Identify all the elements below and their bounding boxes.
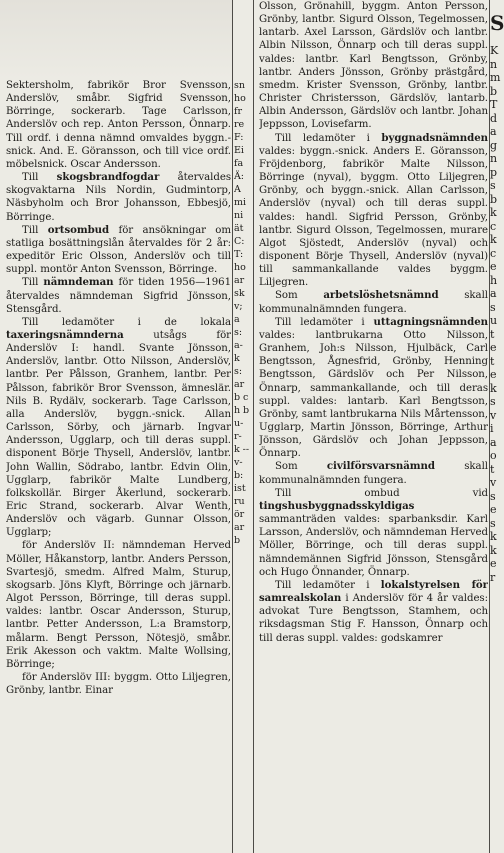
paragraph-text: Till <box>22 172 57 184</box>
edge-big-letter: S <box>490 11 504 35</box>
edge-fragment: c <box>490 219 497 233</box>
edge-fragment: b <box>490 84 497 98</box>
bold-keyword: civilförsvarsnämnd <box>326 460 435 473</box>
edge-fragment: e <box>490 341 497 354</box>
edge-fragment: g <box>490 138 497 152</box>
paragraph <box>259 579 488 645</box>
edge-fragment: h <box>490 273 498 287</box>
bold-keyword: byggnadsnämnden <box>381 131 488 144</box>
edge-fragment: K <box>490 44 499 57</box>
paragraph <box>6 316 231 540</box>
edge-fragment: a <box>490 435 497 449</box>
paragraph-text: för ansökningar om statliga bosättningslån återvaldes för 2 år: expeditör Eric Olsson, Anderslöv och till suppl. montör Anton Svensson, Börringe. <box>6 224 231 276</box>
edge-fragment: k <box>490 206 497 219</box>
paragraph <box>259 289 488 315</box>
edge-fragment: o <box>490 449 497 462</box>
paragraph-text: Till ledamöter i <box>275 579 381 591</box>
edge-fragment: s <box>490 300 496 314</box>
paragraph <box>6 224 231 277</box>
torn-top-edge <box>0 0 232 79</box>
paragraph-text: skall kommunalnämnden fungera. <box>259 461 488 486</box>
edge-fragment: n <box>490 57 498 71</box>
edge-fragment: a <box>490 287 497 300</box>
paragraph <box>259 132 488 290</box>
middle-column-fragment <box>234 79 250 547</box>
paragraph: för Anderslöv III: byggm. Otto Liljegren, Grönby, lantbr. Einar <box>6 672 231 697</box>
paragraph-text: valdes: lantbrukarna Otto Nilsson, Granhem, Joh:s Nilsson, Hjulbäck, Carl Bengtsson, Ågnesfrid, Grönby, Henning Bengtsson, Gärdslöv och Per Nilsson, Önnarp, sammankallande, och till deras suppl. valdes: lantarb. Karl Bengtsson, Grönby, samt lantbrukarna Nils Mårtensson, Ugglarp, Martin Jönsson, Börringe, Arthur Jönsson, Gärdslöv och Johan Jeppsson, Önnarp. <box>259 329 488 460</box>
paragraph <box>259 316 488 461</box>
edge-fragment: e <box>490 260 497 273</box>
bold-keyword: ortsombud <box>47 223 110 236</box>
right-column <box>259 0 488 645</box>
edge-fragment: k <box>490 233 497 246</box>
paragraph-text: Till <box>22 224 48 236</box>
edge-fragment: a <box>490 125 497 138</box>
edge-fragment: s <box>490 395 496 408</box>
paragraph-text: i Anderslöv för 4 år valdes: advokat Ture Bengtsson, Stamhem, och riksdagsman Stig F. Hansson, Önnarp och till deras suppl. valdes: godskamrer <box>259 593 488 644</box>
edge-fragment: t <box>490 327 495 341</box>
bold-keyword: tingshusbyggnadsskyldigas <box>259 499 415 512</box>
middle-column-text: sn ho fr re F: Ei fa Ä: A mi ni ät C: T: ho ar sk v; a s: a- k s: ar b c h b u- r- k -- v- b: ist ru ör ar b <box>234 80 250 546</box>
paragraph-text: utsågs för Anderslöv I: handl. Svante Jönsson, Anderslöv, lantbr. Otto Nilsson, Anderslöv, lantbr. Per Pålsson, Granhem, lantbr. Per Pålsson, fabrikör Bror Svensson, ämneslär. Nils B. Rydälv, sockerarb. Tage Carlsson, alla Anderslöv, byggn.-snick. Allan Carlsson, Sörby, och järnarb. Ingvar Andersson, Ugglarp, och till deras suppl. disponent Börje Thysell, Anderslöv, lantbr. John Wallin, Södrabo, lantbr. Edvin Olin, Ugglarp, fabrikör Malte Lundberg, folkskollär. Birger Åkerlund, sockerarb. Eric Strand, sockerarb. Alvar Wenth, Anderslöv och vägarb. Gunnar Olsson, Ugglarp; <box>6 329 231 539</box>
edge-fragment: k <box>490 381 497 395</box>
edge-fragment: v <box>490 408 497 422</box>
paragraph: Sektersholm, fabrikör Bror Svensson, Anderslöv, småbr. Sigfrid Svensson, Börringe, sockerarb. Tage Carlsson, Anderslöv och rep. Anton Persson, Önnarp. Till ordf. i denna nämnd omvaldes byggn.-snick. And. E. Göransson, och till vice ordf. möbelsnick. Oscar Andersson. <box>6 80 231 170</box>
paragraph-text: valdes: byggn.-snick. Anders E. Göransson, Fröjdenborg, fabrikör Malte Nilsson, Börringe (nyval), byggm. Otto Liljegren, Grönby, och byggn.-snick. Allan Carlsson, Anderslöv (nyval) och till deras suppl. valdes: handl. Sigfrid Persson, Grönby, lantbr. Sigurd Olsson, Tegelmossen, murare Algot Sjöstedt, Anderslöv (nyval) och disponent Börje Thysell, Anderslöv (nyval) till sammankallande valdes byggm. Liljegren. <box>259 145 488 289</box>
paragraph-text: Som <box>275 290 324 302</box>
edge-fragment: c <box>490 246 497 260</box>
paragraph: Olsson, Grönahill, byggm. Anton Persson, Grönby, lantbr. Sigurd Olsson, Tegelmossen, lantarb. Axel Larsson, Gärdslöv och lantbr. Albin Nilsson, Önnarp och till deras suppl. valdes: lantbr. Karl Bengtsson, Grönby, lantbr. Anders Jönsson, Grönby prästgård, smedm. Krister Svensson, Grönby, lantbr. Christer Christersson, Gärdslöv, lantarb. Albin Andersson, Gärdslöv och lantbr. Johan Jeppsson, Lovisefarm. <box>259 1 488 131</box>
column-rule <box>253 0 254 853</box>
edge-fragment: T <box>490 98 498 111</box>
column-rule <box>232 0 233 853</box>
edge-fragment: r <box>490 570 496 584</box>
paragraph-text: sammanträden valdes: sparbanksdir. Karl Larsson, Anderslöv, och nämndeman Herved Möller, Börringe, och till deras suppl. nämndemännen Sigfrid Jönsson, Stensgård och Hugo Önnander, Önnarp. <box>259 514 488 578</box>
paragraph-text: för tiden 1956—1961 återvaldes nämndeman Sigfrid Jönsson, Stensgård. <box>6 277 231 315</box>
edge-fragment: e <box>490 557 497 570</box>
edge-fragment: s <box>490 179 496 192</box>
paragraph-text: Till ledamöter i <box>275 132 382 144</box>
paragraph <box>6 276 231 315</box>
bold-keyword: nämndeman <box>43 276 114 289</box>
bold-keyword: skogsbrandfogdar <box>56 171 160 184</box>
paragraph: för Anderslöv II: nämndeman Herved Möller, Håkanstorp, lantbr. Anders Persson, Svartesjö, smedm. Alfred Malm, Sturup, skogsarb. Jöns Klyft, Börringe och järnarb. Algot Persson, Börringe, till deras suppl. valdes: lantbr. Oscar Andersson, Sturup, lantbr. Petter Andersson, L:a Bramstorp, målarm. Bengt Persson, Nötesjö, småbr. Erik Akesson och vaktm. Malte Wollsing, Börringe; <box>6 540 231 670</box>
edge-fragment: i <box>490 422 494 435</box>
edge-fragment: k <box>490 543 497 557</box>
paragraph <box>259 460 488 486</box>
edge-fragment: t <box>490 462 495 476</box>
edge-fragment: e <box>490 503 497 516</box>
edge-fragment: s <box>490 489 496 503</box>
paragraph-text: Till ombud vid <box>275 487 488 499</box>
paragraph <box>259 487 488 579</box>
edge-fragment: d <box>490 111 497 125</box>
paragraph-text: skall kommunalnämnden fungera. <box>259 290 488 315</box>
left-column <box>6 79 231 697</box>
edge-fragment: k <box>490 530 497 543</box>
edge-fragment: s <box>490 516 496 530</box>
edge-fragment: e <box>490 368 497 381</box>
edge-fragment: b <box>490 192 497 206</box>
paragraph-text: Till <box>22 277 44 289</box>
bold-keyword: arbetslöshetsnämnd <box>323 289 439 302</box>
edge-fragment: p <box>490 165 497 179</box>
edge-fragment: m <box>490 71 501 84</box>
edge-fragment: v <box>490 476 497 489</box>
bold-keyword: lokalstyrelsen för samrealskolan <box>259 578 488 605</box>
paragraph <box>6 171 231 224</box>
bold-keyword: taxeringsnämnderna <box>6 328 124 341</box>
paragraph-text: Till ledamöter i <box>275 316 374 328</box>
bold-keyword: uttagningsnämnden <box>373 315 488 328</box>
paragraph-text: Som <box>275 461 327 473</box>
paragraph-text: återvaldes skogvaktarna Nils Nordin, Gudmintorp, Näsbyholm och Bror Johansson, Ebbesjö, Börringe. <box>6 172 231 223</box>
edge-fragment: u <box>490 314 498 327</box>
edge-fragment: n <box>490 152 498 165</box>
paragraph-text: Till ledamöter i de lokala <box>22 316 231 328</box>
edge-fragment: t <box>490 354 495 368</box>
edge-column-fragment <box>490 0 504 584</box>
